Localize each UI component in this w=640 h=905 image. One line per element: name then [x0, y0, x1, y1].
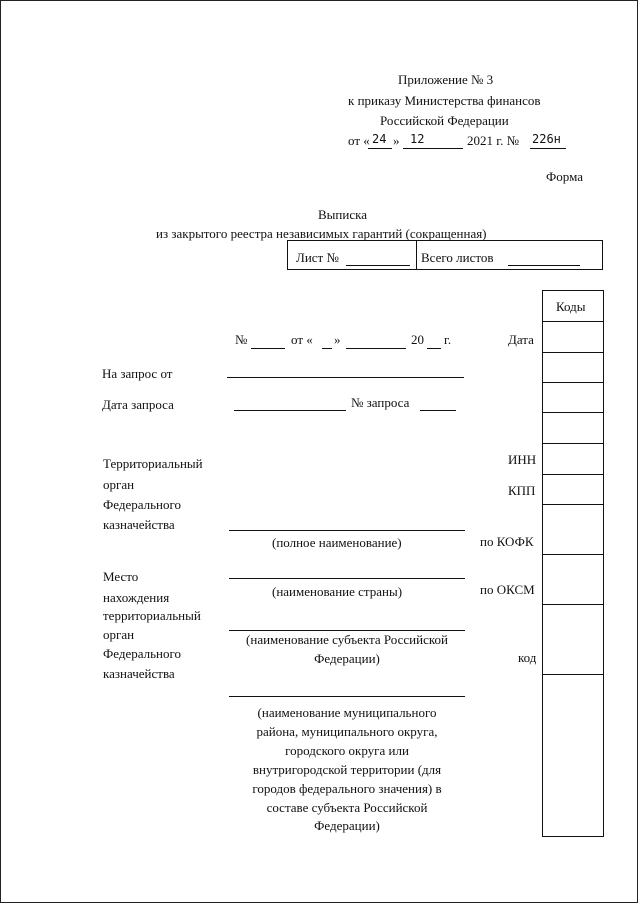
date-code-label: Дата	[508, 332, 534, 347]
order-month: 12	[410, 132, 425, 146]
municipal-caption-line: городского округа или	[285, 743, 409, 758]
order-date-prefix: от «	[348, 133, 370, 148]
total-sheets-label: Всего листов	[421, 250, 494, 265]
country-caption: (наименование страны)	[272, 584, 403, 599]
appendix-order-ref: к приказу Министерства финансов	[348, 93, 541, 108]
order-date-mid: »	[393, 133, 400, 148]
codes-row-divider	[543, 412, 603, 413]
document-title: Выписка	[318, 207, 367, 222]
location-line: Место	[103, 569, 139, 584]
codes-row-divider	[543, 504, 603, 505]
order-day-underline	[368, 148, 392, 149]
total-sheets-field[interactable]	[508, 265, 580, 266]
request-from-field[interactable]	[227, 377, 464, 378]
kpp-label: КПП	[508, 483, 536, 498]
doc-month-field[interactable]	[346, 348, 406, 349]
order-month-underline	[403, 148, 463, 149]
municipal-caption-line: (наименование муниципального	[257, 705, 437, 720]
order-number-underline	[530, 148, 566, 149]
document-subtitle: из закрытого реестра независимых гарантий (сокращенная)	[156, 226, 487, 241]
codes-header: Коды	[556, 299, 586, 314]
oksm-label: по ОКСМ	[480, 582, 535, 597]
full-name-caption: (полное наименование)	[272, 535, 402, 550]
order-year-text: 2021 г. №	[467, 133, 520, 148]
kod-label: код	[518, 650, 537, 665]
country-field[interactable]	[229, 578, 465, 579]
municipal-caption-line: Федерации)	[314, 818, 380, 833]
kofk-label: по КОФК	[480, 534, 534, 549]
municipal-caption-line: городов федерального значения) в	[252, 781, 442, 796]
territorial-body-line: Федерального	[103, 497, 182, 512]
doc-number-field[interactable]	[251, 348, 285, 349]
territorial-body-line: казначейства	[103, 517, 175, 532]
municipal-caption-line: внутригородской территории (для	[252, 762, 442, 777]
location-line: казначейства	[103, 666, 175, 681]
request-date-field[interactable]	[234, 410, 346, 411]
request-from-label: На запрос от	[102, 366, 173, 381]
municipal-caption-line: района, муниципального округа,	[256, 724, 438, 739]
sheet-number-label: Лист №	[296, 250, 339, 265]
order-number: 226н	[532, 132, 561, 146]
codes-column	[542, 290, 604, 837]
municipal-field[interactable]	[229, 696, 465, 697]
doc-year-field[interactable]	[427, 348, 441, 349]
doc-date-mid: »	[334, 332, 341, 347]
sheet-box-divider	[416, 241, 417, 269]
codes-row-divider	[543, 474, 603, 475]
subject-field[interactable]	[229, 630, 465, 631]
location-line: Федерального	[103, 646, 182, 661]
codes-row-divider	[543, 382, 603, 383]
request-number-field[interactable]	[420, 410, 456, 411]
appendix-number: Приложение № 3	[398, 72, 494, 87]
codes-row-divider	[543, 674, 603, 675]
sheet-number-field[interactable]	[346, 265, 410, 266]
location-line: орган	[103, 627, 135, 642]
full-name-field[interactable]	[229, 530, 465, 531]
inn-label: ИНН	[508, 452, 537, 467]
codes-row-divider	[543, 554, 603, 555]
codes-row-divider	[543, 321, 603, 322]
codes-row-divider	[543, 352, 603, 353]
municipal-caption-line: составе субъекта Российской	[266, 800, 428, 815]
location-line: нахождения	[103, 590, 170, 605]
codes-row-divider	[543, 604, 603, 605]
request-number-label: № запроса	[351, 395, 410, 410]
codes-row-divider	[543, 443, 603, 444]
doc-year-suffix: г.	[444, 332, 452, 347]
doc-day-field[interactable]	[322, 348, 332, 349]
location-line: территориальный	[103, 608, 201, 623]
territorial-body-line: орган	[103, 477, 135, 492]
doc-number-sign: №	[235, 332, 248, 347]
request-date-label: Дата запроса	[102, 397, 174, 412]
order-day: 24	[372, 132, 387, 146]
form-label: Форма	[546, 169, 583, 184]
subject-caption-line2: Федерации)	[314, 651, 380, 666]
appendix-ministry: Российской Федерации	[380, 113, 509, 128]
doc-year-prefix: 20	[411, 332, 424, 347]
subject-caption-line1: (наименование субъекта Российской	[246, 632, 448, 647]
territorial-body-line: Территориальный	[103, 456, 203, 471]
doc-from-label: от «	[291, 332, 313, 347]
